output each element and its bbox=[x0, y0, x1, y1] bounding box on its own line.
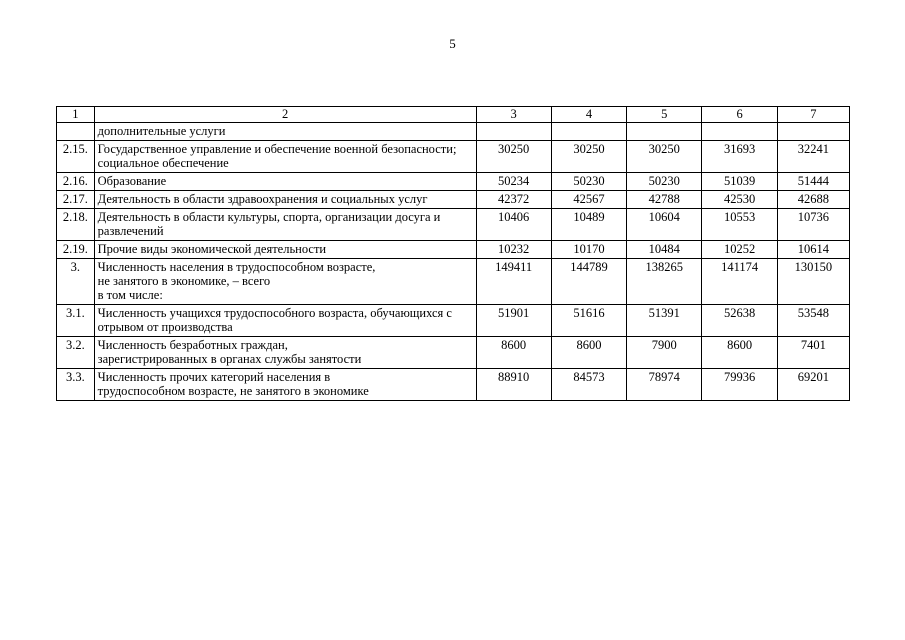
table-header-row bbox=[57, 107, 850, 123]
table-row bbox=[57, 173, 850, 191]
row-value: 53548 bbox=[777, 305, 849, 337]
row-value: 84573 bbox=[551, 369, 626, 401]
row-value: 50234 bbox=[476, 173, 551, 191]
row-number: 3.2. bbox=[57, 337, 95, 369]
row-value: 30250 bbox=[627, 141, 702, 173]
row-value: 52638 bbox=[702, 305, 777, 337]
row-value: 7900 bbox=[627, 337, 702, 369]
page-number: 5 bbox=[449, 36, 456, 51]
row-indicator-name: Образование bbox=[94, 173, 476, 191]
row-number: 3.1. bbox=[57, 305, 95, 337]
row-value: 50230 bbox=[551, 173, 626, 191]
row-value: 50230 bbox=[627, 173, 702, 191]
row-value: 10553 bbox=[702, 209, 777, 241]
table-row bbox=[57, 123, 850, 141]
row-number: 2.17. bbox=[57, 191, 95, 209]
table-row bbox=[57, 241, 850, 259]
row-value: 8600 bbox=[551, 337, 626, 369]
row-value bbox=[627, 123, 702, 141]
row-value: 30250 bbox=[551, 141, 626, 173]
row-value: 141174 bbox=[702, 259, 777, 305]
row-value: 8600 bbox=[702, 337, 777, 369]
row-value: 10406 bbox=[476, 209, 551, 241]
row-indicator-name: Численность безработных граждан, зарегистрированных в органах службы занятости bbox=[94, 337, 476, 369]
row-indicator-name: Государственное управление и обеспечение военной безопасности; социальное обеспечение bbox=[94, 141, 476, 173]
column-header: 2 bbox=[94, 107, 476, 123]
row-value: 51039 bbox=[702, 173, 777, 191]
row-value bbox=[551, 123, 626, 141]
column-header: 1 bbox=[57, 107, 95, 123]
row-indicator-name: дополнительные услуги bbox=[94, 123, 476, 141]
column-header: 5 bbox=[627, 107, 702, 123]
column-header: 3 bbox=[476, 107, 551, 123]
row-value: 30250 bbox=[476, 141, 551, 173]
row-value: 79936 bbox=[702, 369, 777, 401]
row-value: 7401 bbox=[777, 337, 849, 369]
row-indicator-name: Деятельность в области культуры, спорта, организации досуга и развлечений bbox=[94, 209, 476, 241]
row-value: 149411 bbox=[476, 259, 551, 305]
table-body bbox=[57, 123, 850, 401]
row-value: 8600 bbox=[476, 337, 551, 369]
row-value: 51901 bbox=[476, 305, 551, 337]
row-value: 42788 bbox=[627, 191, 702, 209]
row-value: 42530 bbox=[702, 191, 777, 209]
row-value: 138265 bbox=[627, 259, 702, 305]
row-value: 144789 bbox=[551, 259, 626, 305]
row-value: 51616 bbox=[551, 305, 626, 337]
row-number bbox=[57, 123, 95, 141]
row-number: 2.18. bbox=[57, 209, 95, 241]
row-value bbox=[476, 123, 551, 141]
row-value: 31693 bbox=[702, 141, 777, 173]
table-row bbox=[57, 141, 850, 173]
row-number: 3.3. bbox=[57, 369, 95, 401]
row-value: 10489 bbox=[551, 209, 626, 241]
row-value: 10170 bbox=[551, 241, 626, 259]
row-value bbox=[777, 123, 849, 141]
row-value: 42567 bbox=[551, 191, 626, 209]
row-value: 42688 bbox=[777, 191, 849, 209]
row-value: 88910 bbox=[476, 369, 551, 401]
table-row bbox=[57, 305, 850, 337]
row-value bbox=[702, 123, 777, 141]
row-number: 3. bbox=[57, 259, 95, 305]
row-value: 10614 bbox=[777, 241, 849, 259]
column-header: 7 bbox=[777, 107, 849, 123]
row-value: 69201 bbox=[777, 369, 849, 401]
row-number: 2.16. bbox=[57, 173, 95, 191]
row-value: 42372 bbox=[476, 191, 551, 209]
row-value: 10736 bbox=[777, 209, 849, 241]
row-value: 51391 bbox=[627, 305, 702, 337]
table-row bbox=[57, 369, 850, 401]
row-value: 10484 bbox=[627, 241, 702, 259]
row-indicator-name: Деятельность в области здравоохранения и социальных услуг bbox=[94, 191, 476, 209]
table-row bbox=[57, 209, 850, 241]
row-indicator-name: Численность населения в трудоспособном возрасте, не занятого в экономике, – всего в том числе: bbox=[94, 259, 476, 305]
table-row bbox=[57, 337, 850, 369]
row-indicator-name: Численность учащихся трудоспособного возраста, обучающихся с отрывом от производства bbox=[94, 305, 476, 337]
row-value: 78974 bbox=[627, 369, 702, 401]
row-value: 32241 bbox=[777, 141, 849, 173]
row-value: 10252 bbox=[702, 241, 777, 259]
column-header: 4 bbox=[551, 107, 626, 123]
row-number: 2.19. bbox=[57, 241, 95, 259]
statistics-table bbox=[56, 106, 850, 401]
row-value: 130150 bbox=[777, 259, 849, 305]
row-indicator-name: Прочие виды экономической деятельности bbox=[94, 241, 476, 259]
row-value: 51444 bbox=[777, 173, 849, 191]
row-number: 2.15. bbox=[57, 141, 95, 173]
column-header: 6 bbox=[702, 107, 777, 123]
table-row bbox=[57, 191, 850, 209]
table-row bbox=[57, 259, 850, 305]
row-value: 10604 bbox=[627, 209, 702, 241]
row-value: 10232 bbox=[476, 241, 551, 259]
row-indicator-name: Численность прочих категорий населения в трудоспособном возрасте, не занятого в экономике bbox=[94, 369, 476, 401]
